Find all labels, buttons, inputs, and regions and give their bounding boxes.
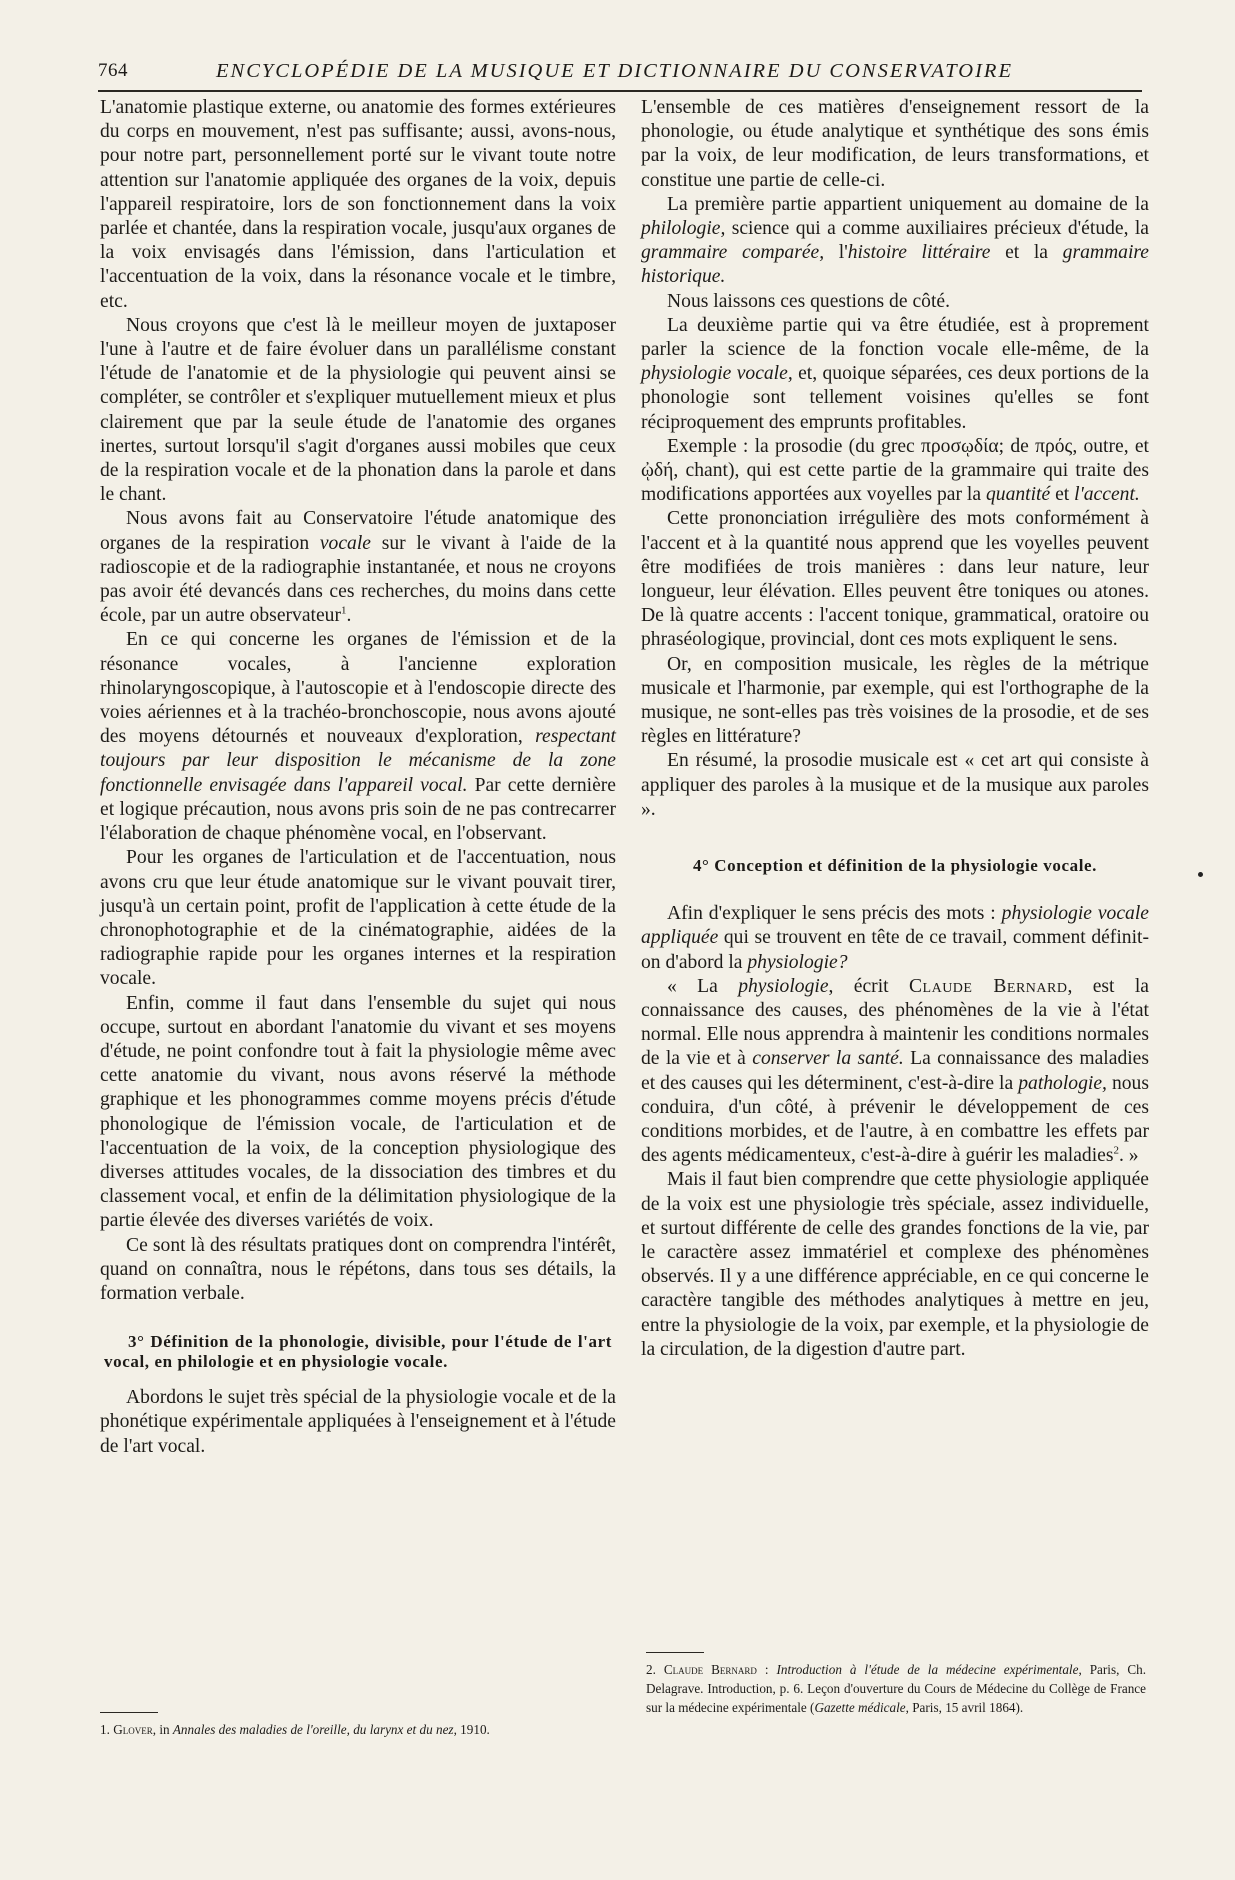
paragraph: La première partie appartient uniquement au domaine de la philologie, science qui a comme auxiliaires précieux d'étude, la grammaire comparée, l'histoire littéraire et la grammaire historique. bbox=[641, 193, 1149, 288]
section-heading: 3° Définition de la phonologie, divisible, pour l'étude de l'art vocal, en philologie et en physiologie vocale. bbox=[104, 1332, 612, 1372]
paragraph: Nous croyons que c'est là le meilleur moyen de juxtaposer l'une à l'autre et de faire évoluer dans un parallélisme constant l'étude de l'anatomie et de la physiologie qui peuvent ainsi se compléter, se contrôler et s'expliquer mutuellement mieux et plus clairement que par la seule étude de l'anatomie des organes inertes, surtout lorsqu'il s'agit d'organes aussi mobiles que ceux de la respiration vocale et de la phonation dans la parole et dans le chant. bbox=[100, 314, 616, 506]
paragraph: L'anatomie plastique externe, ou anatomie des formes extérieures du corps en mouvement, n'est pas suffisante; aussi, avons-nous, pour notre part, personnellement porté sur le vivant toute notre attention sur l'anatomie appliquée des organes de la voix, depuis l'appareil respiratoire, lors de son fonctionnement dans la voix parlée et chantée, dans la respiration vocale, jusqu'aux organes de la voix envisagés dans l'émission, dans l'articulation et l'accentuation de la voix, dans la résonance vocale et le timbre, etc. bbox=[100, 97, 616, 312]
paragraph: Pour les organes de l'articulation et de l'accentuation, nous avons cru que leur étude anatomique sur le vivant pouvait tirer, jusqu'à un certain point, profit de l'application à cette étude de la chronophotographie et de la cinématographie, aidées de la radiographie rapide pour les organes internes et la respiration vocale. bbox=[100, 847, 616, 990]
running-title: ENCYCLOPÉDIE DE LA MUSIQUE ET DICTIONNAIRE DU CONSERVATOIRE bbox=[216, 60, 1013, 82]
paragraph: Or, en composition musicale, les règles de la métrique musicale et l'harmonie, par exemple, qui est l'orthographe de la musique, ne sont-elles pas très voisines de la prosodie, et de ses règles en littérature? bbox=[641, 653, 1149, 748]
paragraph: « La physiologie, écrit Claude Bernard, est la connaissance des causes, des phénomènes de la vie à l'état normal. Elle nous apprendra à maintenir les conditions normales de la vie et à conserver la santé. La connaissance des maladies et des causes qui les déterminent, c'est-à-dire la pathologie, nous conduira, d'un côté, à prévenir le développement de ces conditions morbides, et de l'autre, à en combattre les effets par des agents médicamenteux, c'est-à-dire à guérir les maladies$^2$. » bbox=[641, 975, 1150, 1167]
footnote: 2. Claude Bernard : Introduction à l'étude de la médecine expérimentale, Paris, Ch. Delagrave. Introduction, p. 6. Leçon d'ouverture du Cours de Médecine du Collège de France sur la médecine expérimentale (Gazette médicale, Paris, 15 avril 1864). bbox=[646, 1662, 1147, 1715]
paragraph: En ce qui concerne les organes de l'émission et de la résonance vocales, à l'ancienne exploration rhinolaryngoscopique, à l'autoscopie et à l'endoscopie directe des voies aériennes et à la trachéo-bronchoscopie, nous avons ajouté des moyens détournés et nouveaux d'exploration, respectant toujours par leur disposition le mécanisme de la zone fonctionnelle envisagée dans l'appareil vocal. Par cette dernière et logique précaution, nous avons pris soin de ne pas contrecarrer l'élaboration de chaque phénomène vocal, en l'observant. bbox=[100, 629, 616, 845]
paragraph: Nous avons fait au Conservatoire l'étude anatomique des organes de la respiration vocale sur le vivant à l'aide de la radioscopie et de la radiographie instantanée, et nous ne croyons pas avoir été devancés dans ces recherches, du moins dans cette école, par un autre observateur$^1$. bbox=[100, 508, 616, 627]
paragraph: Abordons le sujet très spécial de la physiologie vocale et de la phonétique expérimentale appliquées à l'enseignement et à l'étude de l'art vocal. bbox=[100, 1387, 616, 1457]
page-header bbox=[98, 58, 1142, 92]
paragraph: Ce sont là des résultats pratiques dont on comprendra l'intérêt, quand on connaîtra, nous le répétons, dans tous ses détails, la formation verbale. bbox=[100, 1234, 616, 1304]
footnote-rule bbox=[646, 1652, 704, 1653]
paragraph: L'ensemble de ces matières d'enseignement ressort de la phonologie, ou étude analytique et synthétique des sons émis par la voix, de leur modification, de leurs transformations, et constitue une partie de celle-ci. bbox=[641, 97, 1149, 191]
page-number: 764 bbox=[98, 60, 128, 81]
footnote-ref: 1 bbox=[341, 604, 347, 617]
footnote: 1. Glover, in Annales des maladies de l'oreille, du larynx et du nez, 1910. bbox=[100, 1722, 490, 1737]
margin-dot bbox=[1198, 872, 1203, 877]
paragraph: Nous laissons ces questions de côté. bbox=[667, 290, 950, 312]
paragraph: Enfin, comme il faut dans l'ensemble du sujet qui nous occupe, surtout en abordant l'anatomie du vivant et ses moyens d'étude, ne point confondre tout à fait la physiologie même avec cette anatomie du vivant, nous avons réservé la méthode graphique et les phonogrammes comme moyens précis d'étude phonologique de l'émission vocale, de l'articulation et de l'accentuation de la voix, de la conception physiologique des diverses attitudes vocales, de la dissociation des timbres et du classement vocal, et enfin de la délimitation physiologique de la partie élevée des diverses variétés de voix. bbox=[100, 992, 616, 1232]
paragraph: Exemple : la prosodie (du grec προσῳδία; de πρός, outre, et ᾠδή, chant), qui est cette partie de la grammaire qui traite des modifications apportées aux voyelles par la quantité et l'accent. bbox=[641, 435, 1149, 506]
footnote-rule bbox=[100, 1712, 158, 1713]
paragraph: La deuxième partie qui va être étudiée, est à proprement parler la science de la fonction vocale elle-même, de la physiologie vocale, et, quoique séparées, ces deux portions de la phonologie sont tellement voisines qu'elles se font réciproquement des emprunts profitables. bbox=[641, 314, 1150, 433]
right-column bbox=[641, 96, 1149, 1362]
section-heading: 4° Conception et définition de la physiologie vocale. bbox=[692, 856, 1098, 876]
left-column bbox=[100, 96, 616, 1459]
paragraph: Afin d'expliquer le sens précis des mots : physiologie vocale appliquée qui se trouvent en tête de ce travail, comment définit-on d'abord la physiologie? bbox=[641, 903, 1149, 973]
paragraph: Cette prononciation irrégulière des mots conformément à l'accent et à la quantité nous apprend que les voyelles peuvent être modifiées de trois manières : dans leur nature, leur longueur, leur élévation. Elles peuvent être toniques ou atones. De là quatre accents : l'accent tonique, grammatical, oratoire ou phraséologique, provincial, dont ces mots expliquent le sens. bbox=[641, 508, 1149, 651]
paragraph: Mais il faut bien comprendre que cette physiologie appliquée de la voix est une physiologie très spéciale, assez individuelle, et surtout différente de celle des grandes fonctions de la vie, par le caractère assez immatériel et complexe des phénomènes observés. Il y a une différence appréciable, en ce qui concerne le caractère tangible des méthodes analytiques à mettre en jeu, entre la physiologie de la voix, par exemple, et la physiologie de la circulation, de la digestion d'autre part. bbox=[641, 1169, 1149, 1360]
footnote-ref: 2 bbox=[1113, 1144, 1119, 1157]
paragraph: En résumé, la prosodie musicale est « cet art qui consiste à appliquer des paroles à la musique et de la musique aux paroles ». bbox=[641, 750, 1149, 820]
